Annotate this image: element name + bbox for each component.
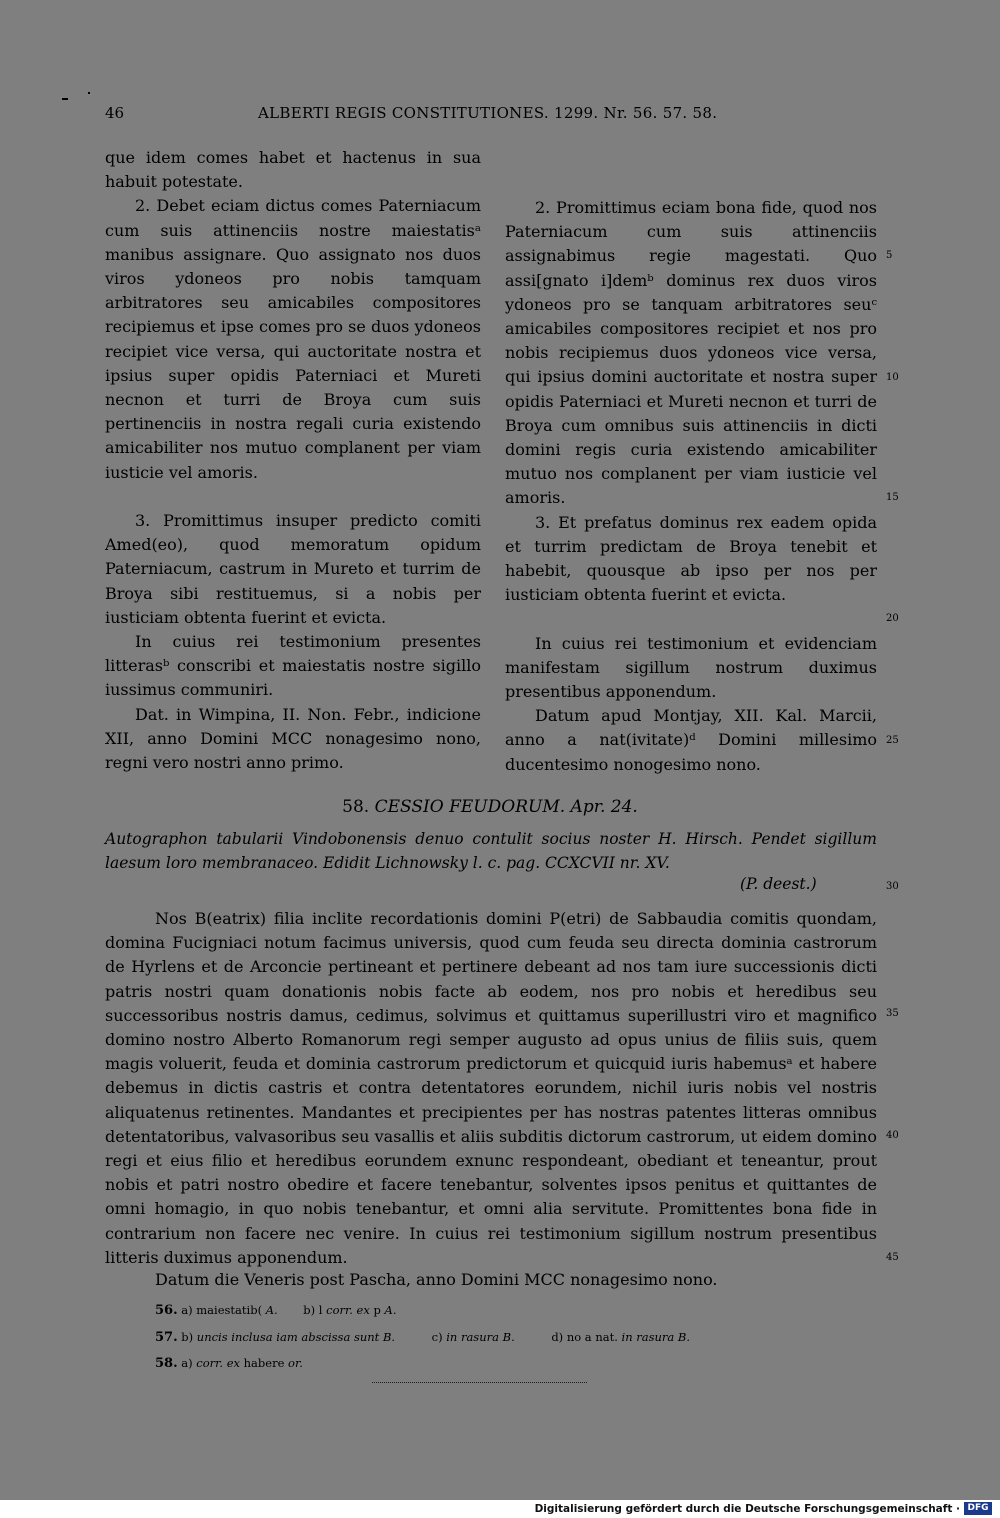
document-body	[105, 907, 877, 1270]
paragraph: Datum apud Montjay, XII. Kal. Marcii, anno a nat(ivitate)ᵈ Domini millesimo ducentesimo nonogesimo nono.	[505, 706, 877, 774]
footnote-number: 56.	[155, 1303, 178, 1318]
footnote-text: corr. ex	[196, 1356, 240, 1370]
footnote-text: a) maiestatib(	[181, 1303, 263, 1317]
footnote-text: corr. ex	[326, 1303, 370, 1317]
footnote-number: 57.	[155, 1330, 178, 1345]
paragraph: 3. Promittimus insuper predicto comiti Amed(eo), quod memoratum opidum Paterniacum, castrum in Mureto et turrim de Broya sibi restituemus, si a nobis per iusticiam obtenta fuerint et evicta.	[105, 511, 481, 627]
running-title: ALBERTI REGIS CONSTITUTIONES. 1299. Nr. 56. 57. 58.	[258, 104, 718, 122]
right-column	[505, 196, 877, 777]
footnote-text: d) no a nat.	[551, 1330, 618, 1344]
document-body-text: Nos B(eatrix) filia inclite recordationis domini P(etri) de Sabbaudia comitis quondam, domina Fucigniaci notum facimus universis, quod cum feuda seu directa dominia castrorum de Hyrlens et de Arconcie pertineant et pertinere debeant ad nos tam iure successionis dicti patris nostri quam donationis nobis facte ab eodem, nos pro nobis et heredibus seu successoribus nostris damus, cedimus, solvimus et quittamus superillustri viro et magnifico domino nostro Alberto Romanorum regi semper augusto ad opus unius de filiis suis, quem magis voluerit, feuda et dominia castrorum predictorum et quicquid iuris habemusᵃ et habere debemus in dictis castris et contra detentatores eorundem, nichil iuris nobis vel nostris aliquatenus retinentes. Mandantes et precipientes per has nostras patentes litteras omnibus detentatoribus, valvasoribus seu vasallis et aliis subditis dictorum castrorum, ut eidem domino regi et eius filio et heredibus eorundem exnunc respondeant, obediant et teneantur, prout nobis et patri nostro obedire et facere tenebantur, solventes ipsos penitus et quittantes de omni homagio, in quo nobis tenebantur, et omni alia servitute. Promittentes bona fide in contrarium non facere nec venire. In cuius rei testimonium sigillum nostrum presentibus litteris duximus apponendum.	[105, 909, 877, 1267]
scan-artifact	[88, 92, 90, 94]
footnote-57	[155, 1330, 690, 1345]
footnote-number: 58.	[155, 1356, 178, 1371]
line-number: 30	[886, 881, 899, 892]
footnote-56	[155, 1303, 396, 1318]
line-number: 25	[886, 735, 899, 746]
paragraph: 2. Debet eciam dictus comes Paterniacum cum suis attinenciis nostre maiestatisᵃ manibus assignare. Quo assignato nos duos viros ydoneos pro nobis tamquam arbitratores seu amicabiles compositores recipiemus et ipse comes pro se duos ydoneos recipiet vice versa, qui auctoritate nostra et ipsius super opidis Paterniaci et Mureti necnon et turri de Broya cum suis pertinenciis in nostra regali curia existendo amicabiliter nos mutuo complanent per viam iusticie vel amoris.	[105, 196, 481, 482]
line-number: 5	[886, 250, 893, 261]
page-number: 46	[105, 104, 125, 122]
document-heading	[0, 797, 980, 817]
footnote-text: p	[373, 1303, 381, 1317]
paragraph-gap	[505, 607, 877, 631]
dating-clause: Datum die Veneris post Pascha, anno Domini MCC nonagesimo nono.	[155, 1270, 718, 1289]
document-date: Apr. 24.	[570, 797, 638, 817]
footnote-text: in rasura B.	[446, 1330, 515, 1344]
scan-artifact	[62, 98, 68, 100]
source-note-register: (P. deest.)	[740, 875, 817, 893]
footnote-text: uncis inclusa iam abscissa sunt B.	[196, 1330, 396, 1344]
footnote-text: habere	[243, 1356, 285, 1370]
paragraph: In cuius rei testimonium presentes litterasᵇ conscribi et maiestatis nostre sigillo iussimus communiri.	[105, 632, 481, 700]
paragraph: In cuius rei testimonium et evidenciam manifestam sigillum nostrum duximus presentibus apponendum.	[505, 633, 877, 702]
document-number: 58.	[342, 797, 370, 817]
footnote-text: in rasura B.	[621, 1330, 691, 1344]
footnote-text: A.	[265, 1303, 278, 1317]
line-number: 10	[886, 372, 899, 383]
line-number: 40	[886, 1130, 899, 1141]
footnote-text: b)	[181, 1330, 194, 1344]
footnote-text: c)	[431, 1330, 443, 1344]
footnote-text: A.	[384, 1303, 397, 1317]
line-number: 15	[886, 492, 899, 503]
paragraph-gap	[105, 485, 481, 509]
footnote-text: or.	[288, 1356, 303, 1370]
footnote-58	[155, 1356, 303, 1371]
footnote-text: b) l	[303, 1303, 323, 1317]
footnote-text: a)	[181, 1356, 193, 1370]
closing-rule	[372, 1382, 587, 1383]
line-number: 35	[886, 1008, 899, 1019]
paragraph: que idem comes habet et hactenus in sua habuit potestate.	[105, 148, 481, 192]
paragraph: 3. Et prefatus dominus rex eadem opida et turrim predictam de Broya tenebit et habebit, quousque ab ipso per nos per iusticiam obtenta fuerint et evicta.	[505, 512, 877, 605]
source-note: Autographon tabularii Vindobonensis denuo contulit socius noster H. Hirsch. Pendet sigillum laesum loro membranaceo. Edidit Lichnowsky l. c. pag. CCXCVII nr. XV.	[105, 830, 877, 872]
running-header	[105, 104, 880, 128]
digitization-footer	[0, 1500, 1000, 1518]
dfg-logo: DFG	[964, 1502, 992, 1515]
paragraph: Dat. in Wimpina, II. Non. Febr., indicione XII, anno Domini MCC nonagesimo nono, regni vero nostri anno primo.	[105, 704, 481, 773]
line-number: 45	[886, 1252, 899, 1263]
document-title: CESSIO FEUDORUM.	[374, 797, 566, 817]
footer-credit: Digitalisierung gefördert durch die Deutsche Forschungsgemeinschaft ·	[534, 1503, 960, 1515]
line-number: 20	[886, 613, 899, 624]
paragraph: 2. Promittimus eciam bona fide, quod nos Paterniacum cum suis attinenciis assignabimus regie magestati. Quo assi[gnato i]demᵇ dominus rex duos viros ydoneos pro se tanquam arbitratores seuᶜ amicabiles compositores recipiet et nos pro nobis recipiemus duos ydoneos vice versa, qui ipsius domini auctoritate et nostra super opidis Paterniaci et Mureti necnon et turri de Broya cum omnibus suis attinenciis in dicti domini regis curia existendo amicabiliter mutuo nos complanent per viam iusticie vel amoris.	[505, 198, 877, 508]
left-column	[105, 146, 481, 775]
